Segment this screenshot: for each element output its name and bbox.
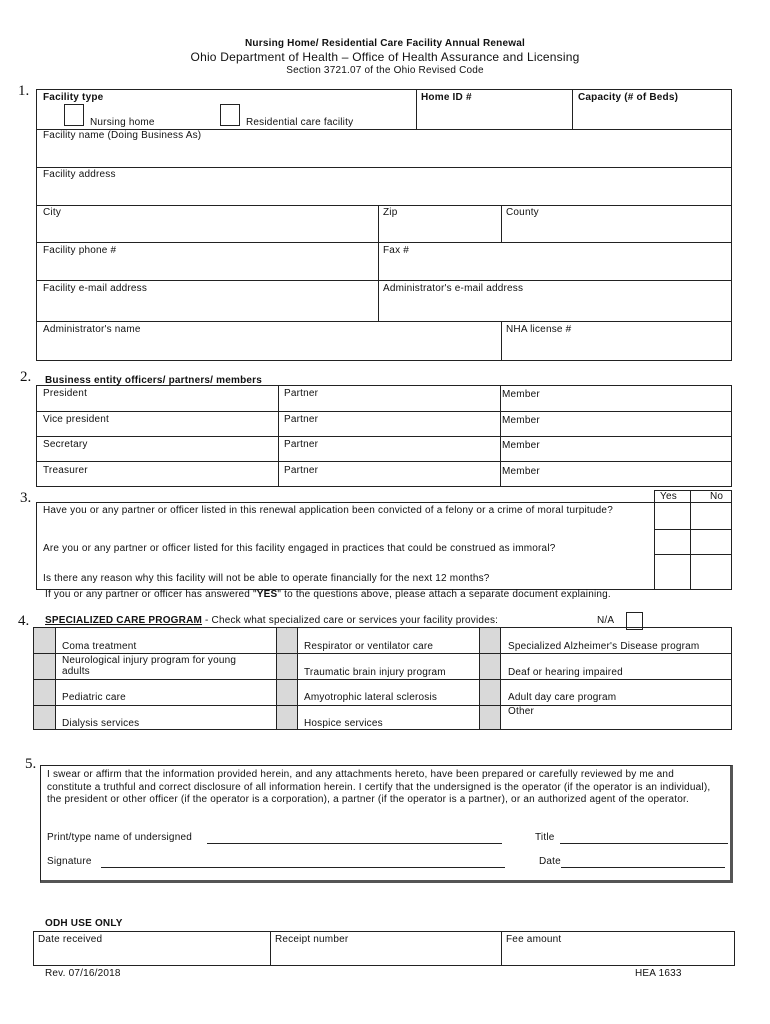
- section-2-heading: Business entity officers/ partners/ members: [45, 375, 263, 386]
- traumatic-label: Traumatic brain injury program: [304, 667, 446, 678]
- section-4-heading: SPECIALIZED CARE PROGRAM - Check what specialized care or services your facility provides:: [45, 615, 499, 626]
- residential-care-label: Residential care facility: [246, 117, 354, 128]
- felony-yes-cell[interactable]: [655, 503, 690, 529]
- statute-reference: Section 3721.07 of the Ohio Revised Code: [286, 65, 484, 76]
- alzheimers-label: Specialized Alzheimer's Disease program: [508, 641, 700, 652]
- officer-vice-president: Vice president: [43, 414, 109, 425]
- member-label-2: Member: [502, 415, 540, 426]
- alzheimers-checkbox[interactable]: [479, 627, 501, 654]
- section-5-number: 5.: [25, 756, 37, 772]
- question-felony: Have you or any partner or officer listed in this renewal application been convicted of a felony or a crime of moral turpitude?: [43, 505, 613, 516]
- coma-checkbox[interactable]: [33, 627, 56, 654]
- officer-secretary: Secretary: [43, 439, 88, 450]
- adult-day-checkbox[interactable]: [479, 679, 501, 706]
- nursing-home-checkbox[interactable]: [64, 104, 84, 126]
- coma-label: Coma treatment: [62, 641, 137, 652]
- home-id-label: Home ID #: [421, 92, 472, 103]
- respirator-label: Respirator or ventilator care: [304, 641, 434, 652]
- immoral-yes-cell[interactable]: [655, 530, 690, 554]
- question-immoral: Are you or any partner or officer listed for this facility engaged in practices that could be construed as immoral?: [43, 543, 556, 554]
- yes-answer-note: If you or any partner or officer has answered "YES" to the questions above, please attach a separate document explaining.: [45, 589, 611, 600]
- facility-name-label: Facility name (Doing Business As): [43, 130, 202, 141]
- hospice-checkbox[interactable]: [276, 705, 298, 730]
- date-line[interactable]: [561, 867, 725, 868]
- county-label: County: [506, 207, 539, 218]
- als-label: Amyotrophic lateral sclerosis: [304, 692, 438, 703]
- city-label: City: [43, 207, 62, 218]
- member-label-4: Member: [502, 466, 540, 477]
- attestation-text: I swear or affirm that the information provided herein, and any attachments hereto, have been prepared or carefully reviewed by me and constitute a truthful and correct disclosure of all information herein. I certify that the undersigned is the operator (if the operator is an individual), the president or other officer (if the operator is a corporation), a partner (if the operator is a partner), or an authorized agent of the operator.: [47, 769, 711, 805]
- pediatric-checkbox[interactable]: [33, 679, 56, 706]
- officer-treasurer: Treasurer: [43, 465, 88, 476]
- partner-label-4: Partner: [284, 465, 319, 476]
- receipt-number-label: Receipt number: [275, 934, 349, 945]
- deaf-label: Deaf or hearing impaired: [508, 667, 623, 678]
- adult-day-label: Adult day care program: [508, 692, 617, 703]
- facility-address-label: Facility address: [43, 169, 116, 180]
- facility-address-field[interactable]: [36, 181, 732, 205]
- revision-date: Rev. 07/16/2018: [45, 968, 121, 979]
- section-4-number: 4.: [18, 613, 30, 629]
- partner-label-1: Partner: [284, 388, 319, 399]
- member-label-1: Member: [502, 389, 540, 400]
- respirator-checkbox[interactable]: [276, 627, 298, 654]
- odh-heading: ODH USE ONLY: [45, 918, 123, 929]
- admin-name-label: Administrator's name: [43, 324, 141, 335]
- odh-table: [33, 931, 735, 966]
- residential-care-checkbox[interactable]: [220, 104, 240, 126]
- admin-email-label: Administrator's e-mail address: [383, 283, 524, 294]
- print-name-line[interactable]: [207, 843, 502, 844]
- zip-label: Zip: [383, 207, 398, 218]
- dialysis-checkbox[interactable]: [33, 705, 56, 730]
- facility-type-label: Facility type: [43, 92, 104, 103]
- nha-license-label: NHA license #: [506, 324, 572, 335]
- facility-email-label: Facility e-mail address: [43, 283, 148, 294]
- signature-line[interactable]: [101, 867, 505, 868]
- title-line[interactable]: [560, 843, 728, 844]
- pediatric-label: Pediatric care: [62, 692, 126, 703]
- member-label-3: Member: [502, 440, 540, 451]
- traumatic-checkbox[interactable]: [276, 653, 298, 680]
- na-label: N/A: [597, 615, 615, 626]
- officer-president: President: [43, 388, 88, 399]
- nursing-home-label: Nursing home: [90, 117, 155, 128]
- agency-name: Ohio Department of Health – Office of Health Assurance and Licensing: [190, 50, 580, 64]
- section-1-number: 1.: [18, 83, 30, 99]
- print-name-label: Print/type name of undersigned: [47, 832, 192, 843]
- form-number: HEA 1633: [635, 968, 682, 979]
- section-2-number: 2.: [20, 369, 32, 385]
- partner-label-2: Partner: [284, 414, 319, 425]
- fee-amount-label: Fee amount: [506, 934, 562, 945]
- title-label: Title: [535, 832, 555, 843]
- capacity-label: Capacity (# of Beds): [578, 92, 679, 103]
- hospice-label: Hospice services: [304, 718, 383, 729]
- question-financial: Is there any reason why this facility will not be able to operate financially for the next 12 months?: [43, 573, 490, 584]
- als-checkbox[interactable]: [276, 679, 298, 706]
- section-3-number: 3.: [20, 490, 32, 506]
- signature-label: Signature: [47, 856, 92, 867]
- deaf-checkbox[interactable]: [479, 653, 501, 680]
- date-received-label: Date received: [38, 934, 103, 945]
- other-label: Other: [508, 706, 535, 717]
- dialysis-label: Dialysis services: [62, 718, 140, 729]
- facility-phone-label: Facility phone #: [43, 245, 117, 256]
- fax-label: Fax #: [383, 245, 410, 256]
- neuro-checkbox[interactable]: [33, 653, 56, 680]
- facility-name-field[interactable]: [36, 142, 732, 167]
- date-label: Date: [539, 856, 561, 867]
- financial-no-cell[interactable]: [691, 555, 731, 589]
- financial-yes-cell[interactable]: [655, 555, 690, 589]
- other-checkbox[interactable]: [479, 705, 501, 730]
- partner-label-3: Partner: [284, 439, 319, 450]
- form-title: Nursing Home/ Residential Care Facility Annual Renewal: [245, 38, 525, 49]
- felony-no-cell[interactable]: [691, 503, 731, 529]
- no-column-label: No: [710, 491, 724, 502]
- immoral-no-cell[interactable]: [691, 530, 731, 554]
- neuro-label: Neurological injury program for young adults: [62, 655, 237, 677]
- yes-column-label: Yes: [660, 491, 677, 502]
